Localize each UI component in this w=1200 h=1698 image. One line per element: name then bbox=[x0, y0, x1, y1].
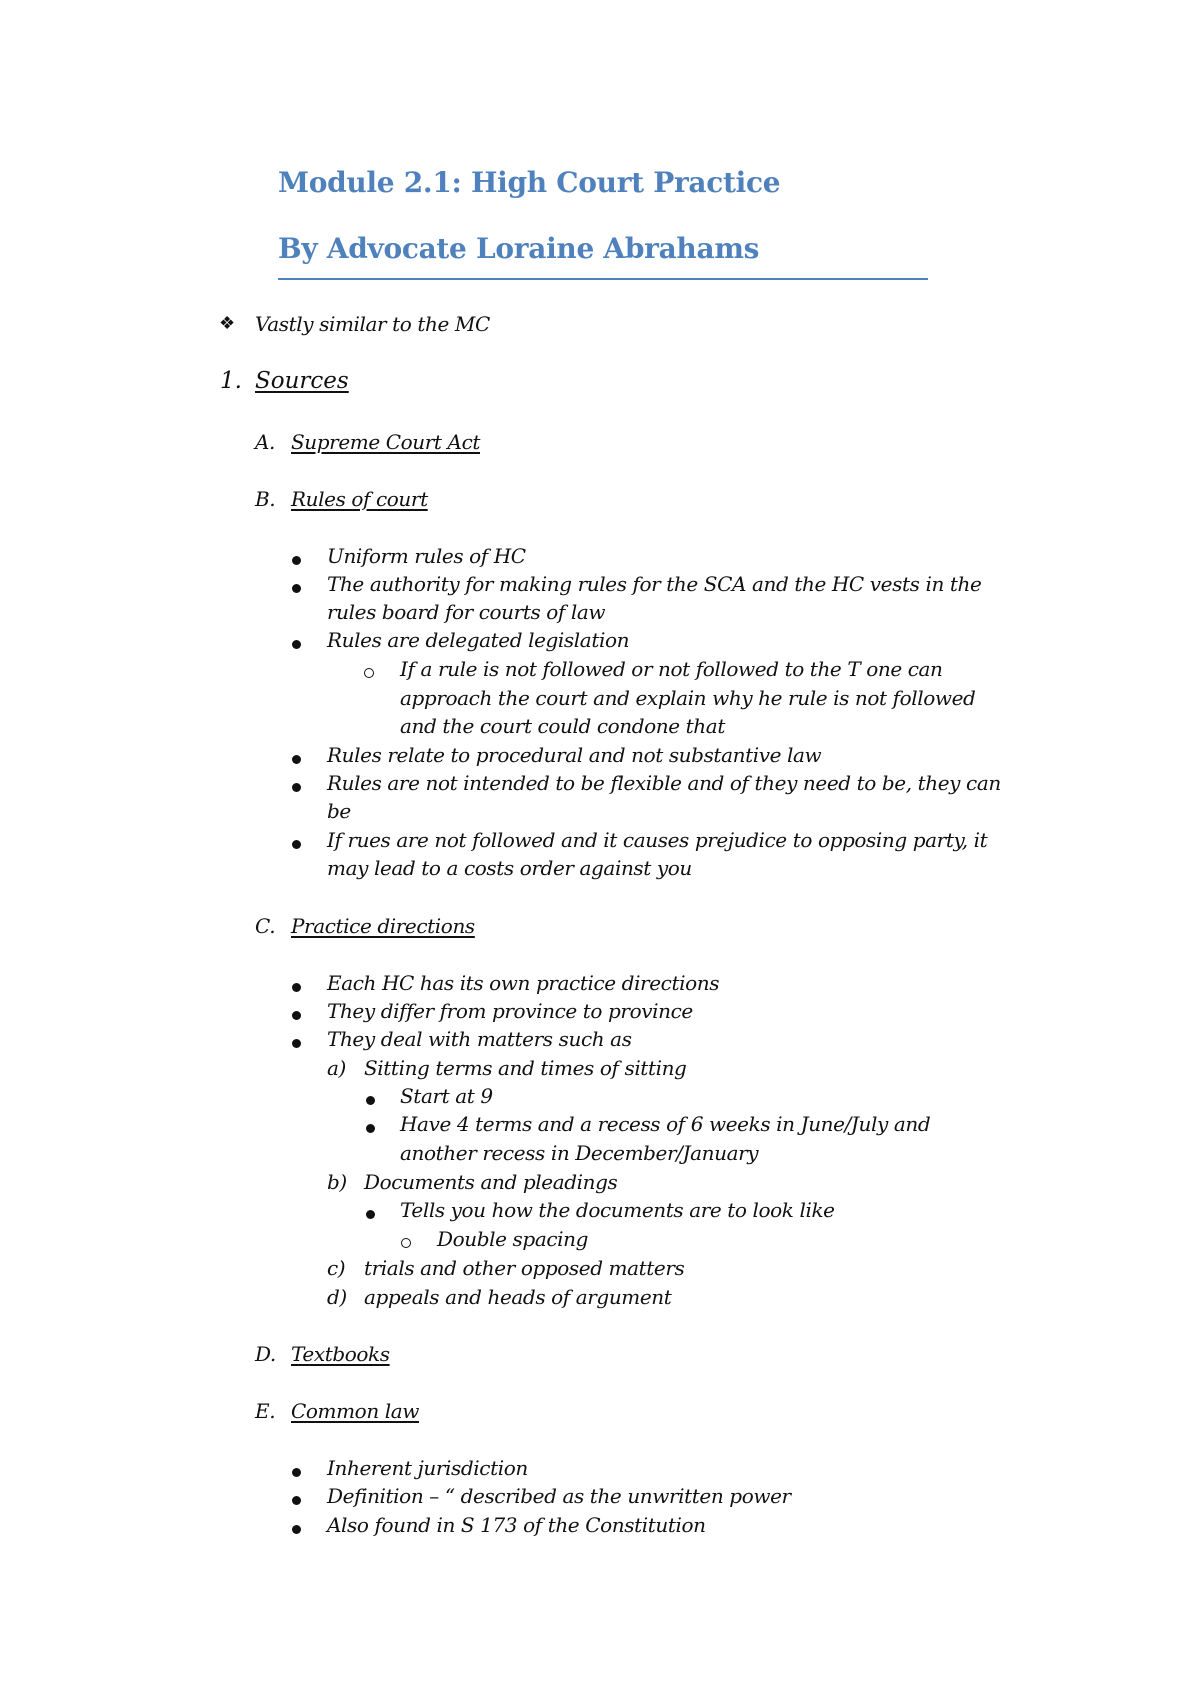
list-item: Uniform rules of HC bbox=[327, 544, 526, 568]
bullet-icon bbox=[366, 1124, 375, 1133]
bullet-icon bbox=[292, 1039, 301, 1048]
sub-letter-b: B. bbox=[255, 487, 276, 511]
page-title: Module 2.1: High Court Practice bbox=[278, 166, 781, 199]
nested-item: Tells you how the documents are to look like bbox=[400, 1198, 835, 1222]
sub-marker-b: b) bbox=[327, 1170, 347, 1194]
bullet-icon bbox=[292, 640, 301, 649]
sub-list-item-continuation: approach the court and explain why he rule is not followed bbox=[400, 686, 976, 710]
nested-item: Start at 9 bbox=[400, 1084, 493, 1108]
sub-letter-e: E. bbox=[255, 1399, 276, 1423]
bullet-icon bbox=[292, 840, 301, 849]
deep-nested-item: Double spacing bbox=[437, 1227, 589, 1251]
section-heading-sources: Sources bbox=[255, 368, 349, 394]
sub-marker-d: d) bbox=[327, 1285, 347, 1309]
bullet-icon bbox=[292, 783, 301, 792]
bullet-icon bbox=[292, 584, 301, 593]
bullet-icon bbox=[292, 983, 301, 992]
sub-letter-c: C. bbox=[255, 914, 276, 938]
bullet-icon bbox=[292, 1011, 301, 1020]
sub-marker-a: a) bbox=[327, 1056, 346, 1080]
bullet-icon bbox=[292, 1496, 301, 1505]
sub-letter-d: D. bbox=[255, 1342, 276, 1366]
sub-letter-a: A. bbox=[255, 430, 276, 454]
author-line: By Advocate Loraine Abrahams bbox=[278, 232, 760, 265]
list-item: Definition – “ described as the unwritten power bbox=[327, 1484, 791, 1508]
circle-bullet-icon bbox=[364, 668, 374, 678]
sub-item-a: Sitting terms and times of sitting bbox=[364, 1056, 687, 1080]
list-item: Rules are not intended to be flexible and of they need to be, they can bbox=[327, 771, 1001, 795]
bullet-icon bbox=[292, 1468, 301, 1477]
title-underline bbox=[278, 278, 928, 280]
list-item: The authority for making rules for the SCA and the HC vests in the bbox=[327, 572, 982, 596]
list-item: They deal with matters such as bbox=[327, 1027, 632, 1051]
list-item: Rules relate to procedural and not substantive law bbox=[327, 743, 822, 767]
subheading-textbooks: Textbooks bbox=[291, 1342, 390, 1366]
subheading-supreme-court-act: Supreme Court Act bbox=[291, 430, 481, 454]
list-item: They differ from province to province bbox=[327, 999, 693, 1023]
bullet-icon bbox=[292, 1525, 301, 1534]
subheading-common-law: Common law bbox=[291, 1399, 419, 1423]
sub-item-d: appeals and heads of argument bbox=[364, 1285, 672, 1309]
nested-item: Have 4 terms and a recess of 6 weeks in June/July and bbox=[400, 1112, 931, 1136]
list-item-continuation: rules board for courts of law bbox=[327, 600, 606, 624]
circle-bullet-icon bbox=[401, 1238, 411, 1248]
list-item: If rues are not followed and it causes prejudice to opposing party, it bbox=[327, 828, 988, 852]
sub-item-b: Documents and pleadings bbox=[364, 1170, 618, 1194]
diamond-bullet-icon: ❖ bbox=[219, 313, 236, 334]
list-item: Inherent jurisdiction bbox=[327, 1456, 528, 1480]
sub-marker-c: c) bbox=[327, 1256, 346, 1280]
bullet-icon bbox=[292, 556, 301, 565]
bullet-icon bbox=[366, 1210, 375, 1219]
list-item: Each HC has its own practice directions bbox=[327, 971, 720, 995]
intro-text: Vastly similar to the MC bbox=[255, 312, 490, 336]
sub-list-item: If a rule is not followed or not followed to the T one can bbox=[400, 657, 943, 681]
list-item-continuation: may lead to a costs order against you bbox=[327, 856, 692, 880]
list-item: Also found in S 173 of the Constitution bbox=[327, 1513, 706, 1537]
section-number: 1. bbox=[220, 368, 242, 394]
bullet-icon bbox=[292, 755, 301, 764]
bullet-icon bbox=[366, 1096, 375, 1105]
list-item-continuation: be bbox=[327, 799, 351, 823]
nested-item-continuation: another recess in December/January bbox=[400, 1141, 759, 1165]
sub-list-item-continuation: and the court could condone that bbox=[400, 714, 725, 738]
list-item: Rules are delegated legislation bbox=[327, 628, 630, 652]
subheading-practice-directions: Practice directions bbox=[291, 914, 475, 938]
subheading-rules-of-court: Rules of court bbox=[291, 487, 428, 511]
sub-item-c: trials and other opposed matters bbox=[364, 1256, 685, 1280]
